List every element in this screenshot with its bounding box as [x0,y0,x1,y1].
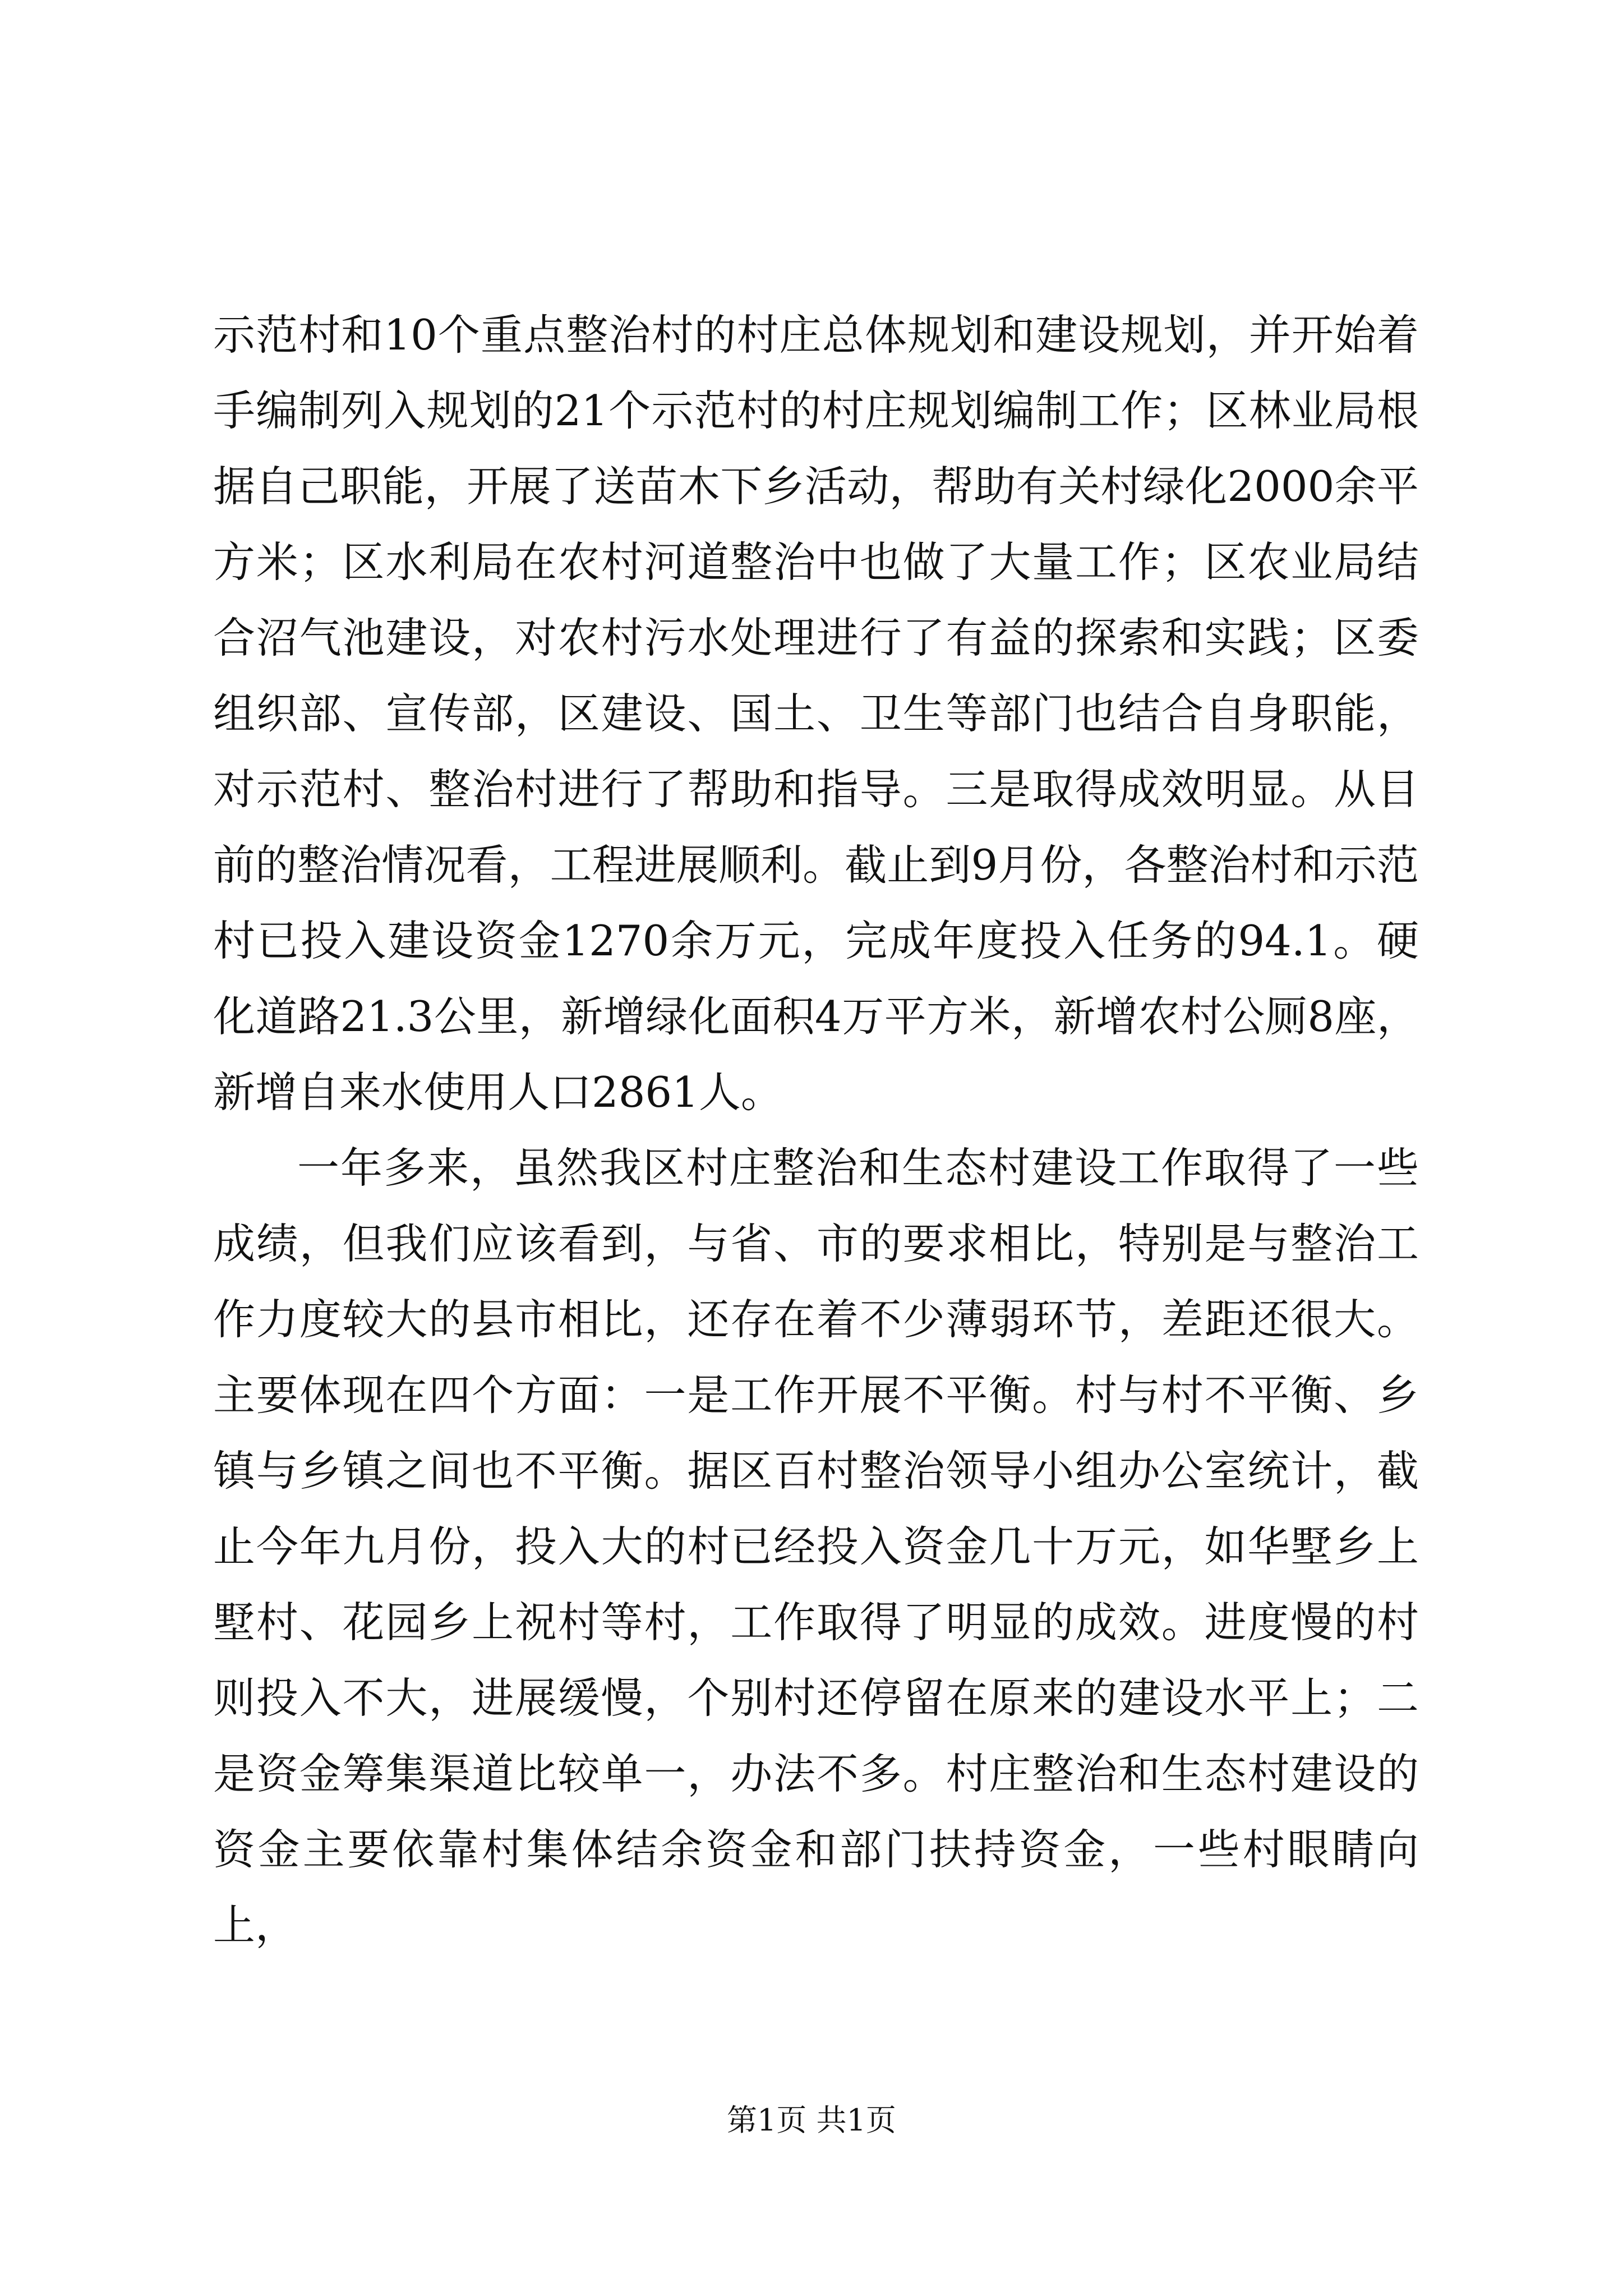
document-body [213,297,1419,1963]
paragraph-continued: 示范村和10个重点整治村的村庄总体规划和建设规划，并开始着手编制列入规划的21个示范村的村庄规划编制工作；区林业局根据自己职能，开展了送苗木下乡活动，帮助有关村绿化2000余平方米；区水利局在农村河道整治中也做了大量工作；区农业局结合沼气池建设，对农村污水处理进行了有益的探索和实践；区委组织部、宣传部，区建设、国土、卫生等部门也结合自身职能，对示范村、整治村进行了帮助和指导。三是取得成效明显。从目前的整治情况看，工程进展顺利。截止到9月份，各整治村和示范村已投入建设资金1270余万元，完成年度投入任务的94.1。硬化道路21.3公里，新增绿化面积4万平方米，新增农村公厕8座，新增自来水使用人口2861人。 [213,310,1419,1117]
paragraph-shortcomings: 一年多来，虽然我区村庄整治和生态村建设工作取得了一些成绩，但我们应该看到，与省、市的要求相比，特别是与整治工作力度较大的县市相比，还存在着不少薄弱环节，差距还很大。主要体现在四个方面：一是工作开展不平衡。村与村不平衡、乡镇与乡镇之间也不平衡。据区百村整治领导小组办公室统计，截止今年九月份，投入大的村已经投入资金几十万元，如华墅乡上墅村、花园乡上祝村等村，工作取得了明显的成效。进度慢的村则投入不大，进展缓慢，个别村还停留在原来的建设水平上；二是资金筹集渠道比较单一，办法不多。村庄整治和生态村建设的资金主要依靠村集体结余资金和部门扶持资金，一些村眼睛向上， [213,1143,1419,1950]
page-number-footer: 第1页 共1页 [727,2102,896,2138]
